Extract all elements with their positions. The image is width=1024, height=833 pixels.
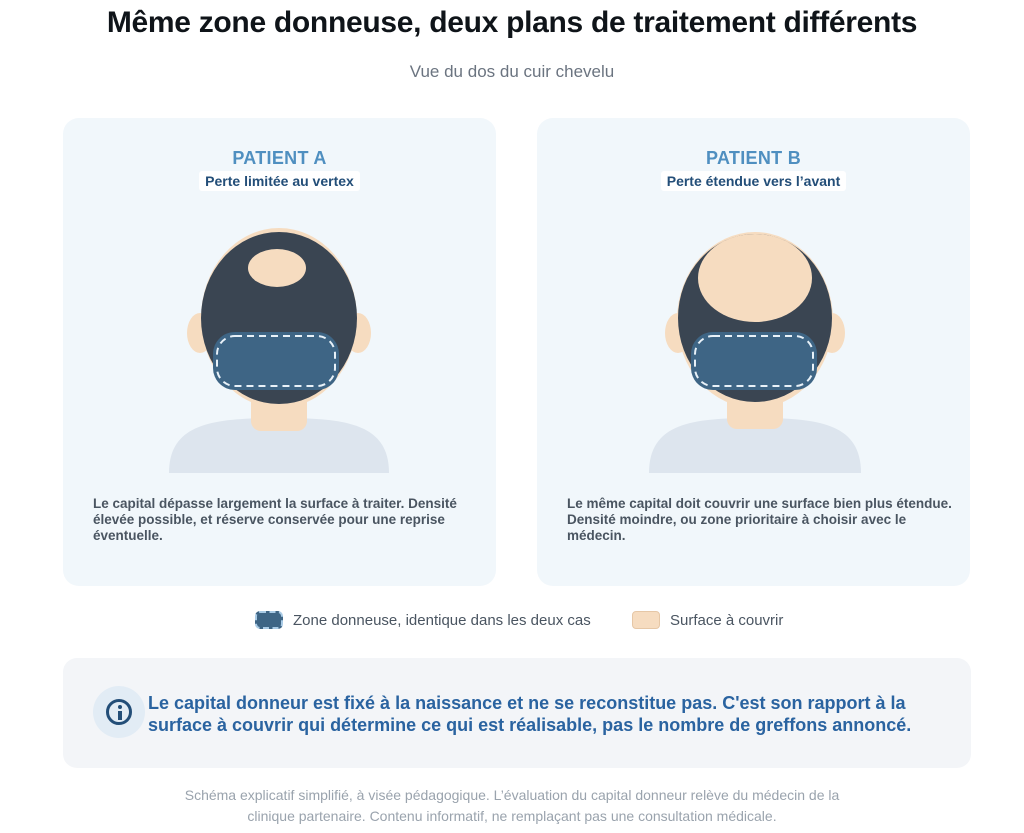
panel-description: Le même capital doit couvrir une surface bien plus étendue. Densité moindre, ou zone prioritaire à choisir avec le médecin. <box>567 496 952 543</box>
info-note-text: Le capital donneur est fixé à la naissance et ne se reconstitue pas. C'est son rapport à la surface à couvrir qui détermine ce qui est réalisable, pas le nombre de greffons annoncé. <box>148 693 912 735</box>
head-illustration-a <box>63 218 496 478</box>
panel-title: PATIENT A <box>232 148 327 168</box>
legend-item-surface <box>632 611 783 629</box>
panel-subtitle: Perte étendue vers l’avant <box>661 171 847 191</box>
bald-area <box>248 249 306 287</box>
legend-label: Surface à couvrir <box>670 611 784 629</box>
donor-swatch-icon <box>255 611 283 629</box>
disclaimer <box>0 785 1024 827</box>
legend <box>0 611 1024 635</box>
head-illustration-b <box>537 218 970 478</box>
disclaimer-line: clinique partenaire. Contenu informatif, ne remplaçant pas une consultation médicale. <box>247 808 777 824</box>
bald-area <box>698 234 812 322</box>
donor-zone <box>691 332 817 390</box>
legend-label: Zone donneuse, identique dans les deux cas <box>293 611 591 629</box>
surface-swatch-icon <box>632 611 660 629</box>
panel-title: PATIENT B <box>705 148 802 168</box>
disclaimer-line: Schéma explicatif simplifié, à visée pédagogique. L’évaluation du capital donneur relève du médecin de la <box>184 787 840 803</box>
legend-item-donor <box>255 611 591 629</box>
patient-b-panel <box>537 118 970 586</box>
panel-subtitle: Perte limitée au vertex <box>199 171 360 191</box>
donor-zone <box>213 332 339 390</box>
info-icon <box>93 686 145 738</box>
page-subtitle: Vue du dos du cuir chevelu <box>409 62 615 81</box>
patient-a-panel <box>63 118 496 586</box>
panel-description: Le capital dépasse largement la surface à traiter. Densité élevée possible, et réserve conservée pour une reprise éventuelle. <box>93 496 457 543</box>
info-note <box>63 658 971 768</box>
page-title: Même zone donneuse, deux plans de traitement différents <box>106 6 918 39</box>
